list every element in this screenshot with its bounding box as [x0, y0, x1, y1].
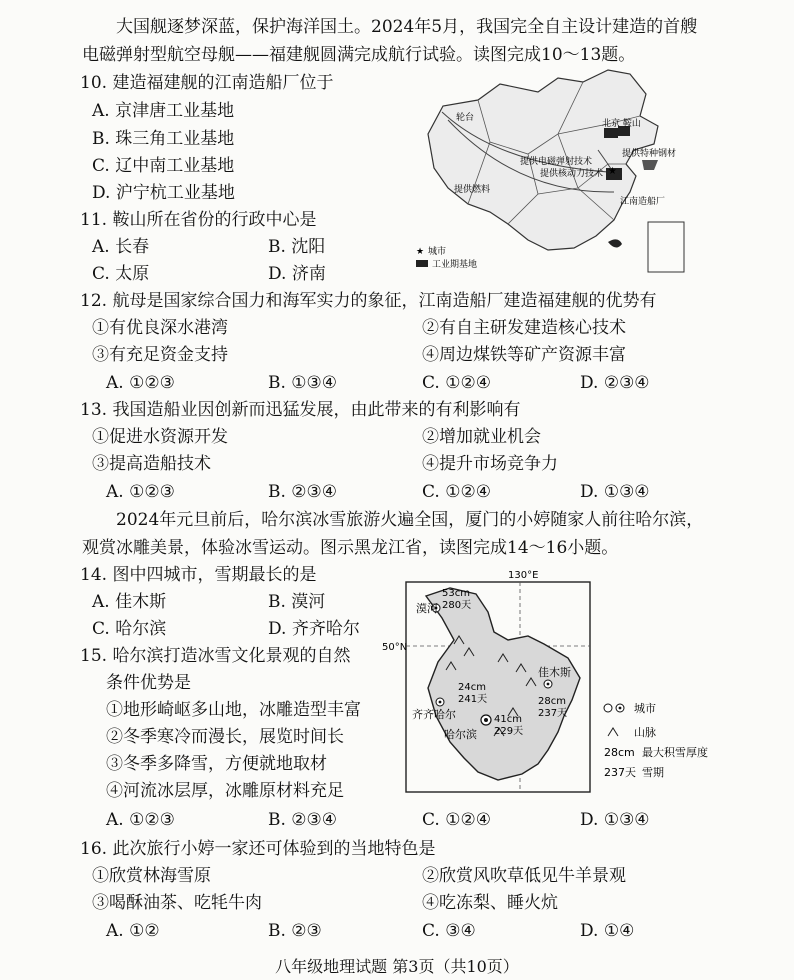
label-luntai: 轮台 — [456, 113, 475, 123]
q13-option-c[interactable]: C. ①②④ — [422, 482, 491, 502]
china-map — [408, 64, 688, 278]
q12-item-4: ④周边煤铁等矿产资源丰富 — [422, 345, 626, 365]
q16-option-d[interactable]: D. ①④ — [580, 921, 635, 941]
q10-option-b[interactable]: B. 珠三角工业基地 — [92, 129, 235, 149]
q12-item-3: ③有充足资金支持 — [92, 345, 228, 365]
q12-option-b[interactable]: B. ①③④ — [268, 373, 338, 393]
q12-item-1: ①有优良深水港湾 — [92, 318, 228, 338]
q15-stem-1: 15. 哈尔滨打造冰雪文化景观的自然 — [80, 646, 351, 666]
legend-base: 工业期基地 — [432, 260, 478, 270]
q13-item-4: ④提升市场竞争力 — [422, 454, 558, 474]
q14-option-c[interactable]: C. 哈尔滨 — [92, 619, 167, 639]
label-beijing-anshan: 北京 鞍山 — [602, 119, 641, 129]
mohe-days: 280天 — [442, 600, 472, 611]
legend-city: 城市 — [634, 702, 656, 715]
legend-star-icon: ★ — [416, 247, 425, 257]
q10-option-d[interactable]: D. 沪宁杭工业基地 — [92, 183, 235, 203]
q16-option-b[interactable]: B. ②③ — [268, 921, 322, 941]
q13-option-a[interactable]: A. ①②③ — [106, 482, 175, 502]
q10-option-a[interactable]: A. 京津唐工业基地 — [92, 101, 235, 121]
qiqihar-snow: 24cm — [458, 682, 486, 693]
q12-option-c[interactable]: C. ①②④ — [422, 373, 491, 393]
mohe-name: 漠河 — [416, 602, 438, 615]
label-50n: 50°N — [382, 642, 408, 653]
q15-option-c[interactable]: C. ①②④ — [422, 810, 491, 830]
legend-days-text: 雪期 — [642, 766, 664, 779]
intro1-line1: 大国舰逐梦深蓝，保护海洋国土。2024年5月，我国完全自主设计建造的首艘 — [116, 17, 698, 37]
q15-option-b[interactable]: B. ②③④ — [268, 810, 338, 830]
legend-base-icon — [416, 260, 428, 267]
page-footer: 八年级地理试题 第3页（共10页） — [275, 957, 519, 976]
south-china-sea-inset — [648, 222, 684, 272]
label-nuclear: 提供核动力技术 — [540, 169, 604, 179]
q14-option-d[interactable]: D. 齐齐哈尔 — [268, 619, 360, 639]
harbin-snow: 41cm — [494, 714, 522, 725]
q11-option-b[interactable]: B. 沈阳 — [268, 237, 326, 257]
jiamusi-snow: 28cm — [538, 696, 566, 707]
q15-option-a[interactable]: A. ①②③ — [106, 810, 175, 830]
label-fuel: 提供燃料 — [454, 185, 491, 195]
q16-item-2: ②欣赏风吹草低见牛羊景观 — [422, 866, 626, 886]
legend-days-value: 237天 — [604, 766, 636, 779]
q15-item-2: ②冬季寒冷而漫长，展览时间长 — [106, 727, 344, 747]
jiamusi-days: 237天 — [538, 708, 568, 719]
q10-stem: 10. 建造福建舰的江南造船厂位于 — [80, 73, 334, 93]
heilongjiang-outline — [426, 588, 580, 780]
legend-city: 城市 — [428, 247, 447, 257]
q16-option-a[interactable]: A. ①② — [106, 921, 160, 941]
q12-option-a[interactable]: A. ①②③ — [106, 373, 175, 393]
legend-snow-value: 28cm — [604, 746, 635, 759]
q11-option-c[interactable]: C. 太原 — [92, 264, 150, 284]
legend-snow-text: 最大积雪厚度 — [642, 746, 708, 759]
q16-item-1: ①欣赏林海雪原 — [92, 866, 211, 886]
ship-icon — [642, 160, 658, 170]
q16-item-4: ④吃冻梨、睡火炕 — [422, 893, 558, 913]
legend-city-icon — [604, 704, 612, 712]
q13-item-2: ②增加就业机会 — [422, 427, 541, 447]
label-130e: 130°E — [508, 570, 539, 581]
q13-item-3: ③提高造船技术 — [92, 454, 211, 474]
mohe-snow: 53cm — [442, 588, 470, 599]
star-icon: ★ — [608, 166, 617, 177]
q15-item-4: ④河流冰层厚，冰雕原材料充足 — [106, 781, 344, 801]
intro2-line2: 观赏冰雕美景，体验冰雪运动。图示黑龙江省，读图完成14～16小题。 — [82, 538, 619, 558]
q15-item-3: ③冬季多降雪，方便就地取材 — [106, 754, 327, 774]
q11-stem: 11. 鞍山所在省份的行政中心是 — [80, 210, 317, 230]
intro2-line1: 2024年元旦前后，哈尔滨冰雪旅游火遍全国，厦门的小婷随家人前往哈尔滨， — [116, 510, 704, 530]
q11-option-d[interactable]: D. 济南 — [268, 264, 326, 284]
legend-mountain-icon — [608, 728, 618, 736]
base-beijing — [604, 128, 618, 138]
q16-option-c[interactable]: C. ③④ — [422, 921, 476, 941]
q16-item-3: ③喝酥油茶、吃牦牛肉 — [92, 893, 262, 913]
china-map-svg — [408, 64, 688, 278]
harbin-name: 哈尔滨 — [444, 728, 477, 741]
legend-mountain: 山脉 — [634, 726, 656, 739]
qiqihar-name: 齐齐哈尔 — [412, 708, 456, 721]
q15-stem-2: 条件优势是 — [106, 673, 191, 693]
jiamusi-name: 佳木斯 — [538, 666, 571, 679]
q10-option-c[interactable]: C. 辽中南工业基地 — [92, 156, 235, 176]
label-jiangnan: 江南造船厂 — [620, 197, 666, 207]
q14-option-b[interactable]: B. 漠河 — [268, 592, 326, 612]
q12-item-2: ②有自主研发建造核心技术 — [422, 318, 626, 338]
q13-option-b[interactable]: B. ②③④ — [268, 482, 338, 502]
q14-option-a[interactable]: A. 佳木斯 — [92, 592, 167, 612]
label-electromag: 提供电磁弹射技术 — [520, 157, 593, 167]
q13-item-1: ①促进水资源开发 — [92, 427, 228, 447]
hainan-island — [608, 239, 622, 247]
q13-option-d[interactable]: D. ①③④ — [580, 482, 650, 502]
qiqihar-days: 241天 — [458, 694, 488, 705]
q12-option-d[interactable]: D. ②③④ — [580, 373, 650, 393]
heilongjiang-map — [382, 566, 790, 798]
q16-stem: 16. 此次旅行小婷一家还可体验到的当地特色是 — [80, 839, 436, 859]
q12-stem: 12. 航母是国家综合国力和海军实力的象征，江南造船厂建造福建舰的优势有 — [80, 291, 657, 311]
q13-stem: 13. 我国造船业因创新而迅猛发展，由此带来的有利影响有 — [80, 400, 521, 420]
q14-stem: 14. 图中四城市，雪期最长的是 — [80, 565, 317, 585]
q15-option-d[interactable]: D. ①③④ — [580, 810, 650, 830]
intro1-line2: 电磁弹射型航空母舰——福建舰圆满完成航行试验。读图完成10～13题。 — [82, 45, 636, 65]
heilongjiang-map-svg — [382, 566, 790, 798]
q15-item-1: ①地形崎岖多山地，冰雕造型丰富 — [106, 700, 361, 720]
harbin-days: 229天 — [494, 726, 524, 737]
q11-option-a[interactable]: A. 长春 — [92, 237, 150, 257]
label-special-steel: 提供特种钢材 — [622, 149, 677, 159]
